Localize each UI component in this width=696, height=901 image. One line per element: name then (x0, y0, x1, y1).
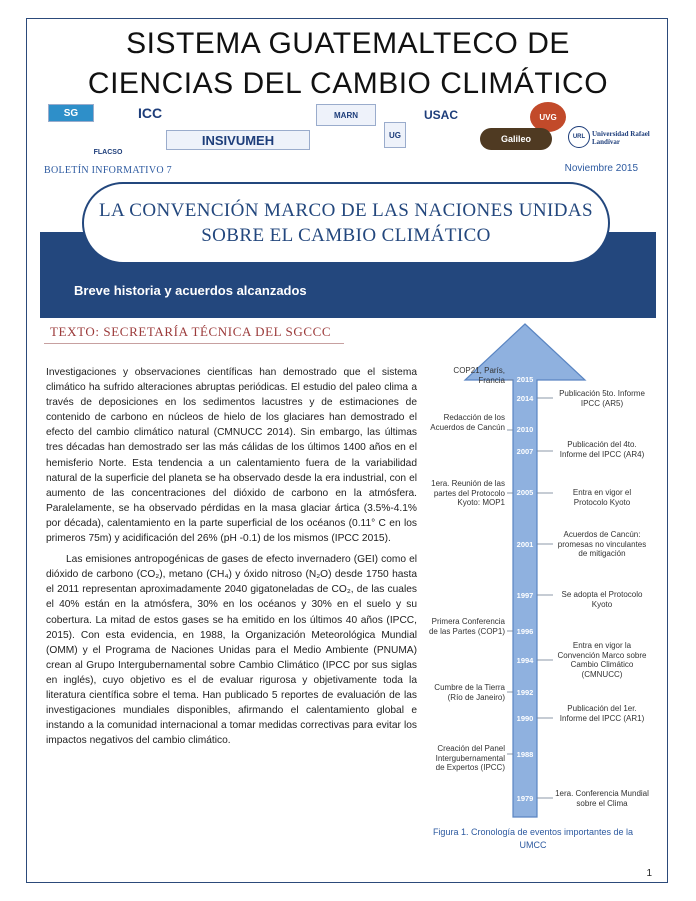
year-1988: 1988 (516, 750, 534, 759)
year-2010: 2010 (516, 425, 534, 434)
year-1996: 1996 (516, 627, 534, 636)
paragraph-2: Las emisiones antropogénicas de gases de efecto invernadero (GEI) como el dióxido de carbono (CO₂), metano (CH₄) y óxido nitroso (N₂O) desde 1750 hasta el 2011 representan aproximadamente 2040 gigatoneladas de CO₂, de las cuales el 40% están en la atmósfera, 30% en los océanos y 30% en el suelo y su cobertura. La mitad de estos gases se ha emitido en los últimos 40 años (IPCC, 2015). Con esta evidencia, en 1988, la Organización Meteorológica Mundial (OMM) y el Programa de Naciones Unidas para el Medio Ambiente (PNUMA) crean al Grupo Intergubernamental sobre Cambio Climático (IPCC por sus siglas en inglés), cuyo objetivo es el de evaluar rigurosa y objetivamente toda la literatura científica sobre el tema. Han publicado 5 reportes de evaluación de las investigaciones mundiales disponibles, afirmando el calentamiento global e instando a la comunidad internacional a tomar medidas correctivas para evitar los impactos negativos del cambio climático. (46, 554, 417, 747)
year-2007: 2007 (516, 447, 534, 456)
title-line-2: CIENCIAS DEL CAMBIO CLIMÁTICO (87, 67, 609, 100)
year-2015: 2015 (516, 375, 534, 384)
article-body (46, 365, 417, 754)
event-2007-right: Publicación del 4to. Informe del IPCC (AR4) (559, 440, 645, 459)
partner-logos (40, 100, 656, 160)
author-divider (44, 343, 344, 344)
bulletin-date: Noviembre 2015 (564, 163, 638, 174)
year-1979: 1979 (516, 794, 534, 803)
author-credit: TEXTO: SECRETARÍA TÉCNICA DEL SGCCC (50, 324, 332, 339)
page-number: 1 (646, 868, 652, 879)
year-2005: 2005 (516, 488, 534, 497)
flacso-logo: FLACSO (93, 149, 123, 156)
url-seal-logo: URL (568, 126, 590, 148)
headline-line-2: SOBRE EL CAMBIO CLIMÁTICO (201, 225, 491, 246)
galileo-logo: Galileo (480, 128, 552, 150)
event-1979-right: 1era. Conferencia Mundial sobre el Clima (555, 789, 649, 808)
headline-banner (82, 182, 610, 264)
marn-logo: MARN (316, 104, 376, 126)
year-1994: 1994 (516, 656, 534, 665)
event-1992-left: Cumbre de la Tierra (Río de Janeiro) (434, 683, 505, 702)
event-2005-right: Entra en vigor el Protocolo Kyoto (572, 488, 632, 507)
year-2001: 2001 (516, 540, 534, 549)
uvg-logo: UVG (530, 102, 566, 132)
usac-logo: USAC (423, 108, 458, 122)
timeline-figure (425, 322, 655, 842)
event-1994-right: Entra en vigor la Convención Marco sobre Cambio Climático (CMNUCC) (557, 641, 647, 679)
ug-logo: UG (384, 122, 406, 148)
event-1990-right: Publicación del 1er. Informe del IPCC (AR1) (559, 704, 645, 723)
headline-line-1: LA CONVENCIÓN MARCO DE LAS NACIONES UNIDAS (99, 200, 593, 221)
figure-caption: Figura 1. Cronología de eventos importantes de la UMCC (432, 827, 634, 850)
event-1996-left: Primera Conferencia de las Partes (COP1) (428, 617, 505, 636)
event-2010-left: Redacción de los Acuerdos de Cancún (430, 413, 505, 432)
year-1997: 1997 (516, 591, 534, 600)
event-2005-left: 1era. Reunión de las partes del Protocolo Kyoto: MOP1 (431, 479, 505, 507)
year-2014: 2014 (516, 394, 534, 403)
icc-logo: ICC (137, 105, 163, 121)
event-1988-left: Creación del Panel Intergubernamental de Expertos (IPCC) (435, 744, 505, 772)
insivumeh-logo: INSIVUMEH (166, 130, 310, 150)
event-2014-right: Publicación 5to. Informe IPCC (AR5) (559, 389, 645, 408)
event-1997-right: Se adopta el Protocolo Kyoto (561, 590, 643, 609)
year-1990: 1990 (516, 714, 534, 723)
event-2015-left: COP21, París, Francia (453, 366, 505, 385)
page-title (40, 24, 656, 104)
sgccc-logo: SG (48, 104, 94, 122)
article-subtitle: Breve historia y acuerdos alcanzados (74, 283, 307, 298)
title-line-1: SISTEMA GUATEMALTECO DE (126, 27, 570, 60)
paragraph-1: Investigaciones y observaciones científicas han demostrado que el sistema climático ha sufrido alteraciones abruptas periódicas. El estudio del paleo clima a través de deposiciones en los sedimentos lacustres y de estimaciones de contenido de carbono en núcleos de hielo de los glaciares han demostrado el efecto del cambio climático natural (CMNUCC 2014). Sin embargo, las últimas tres décadas han demostrado ser las más cálidas de los últimos 1400 años en el hemisferio Norte. Esta tendencia a un calentamiento fuera de la variabilidad natural de la superficie del planeta se ha observado desde la era industrial, con el aumento de las concentraciones del dióxido de carbono en la atmósfera. Paralelamente, se ha observado pérdidas en la masa glaciar ártica (3.5%-4.1% por década), calentamiento en la parte superficial de los océanos (0.11° C en los primeros 75m) y acidificación del 26% (pH -0.1) de los mismos (IPCC 2015). (46, 367, 417, 545)
landivar-logo: Universidad Rafael Landívar (592, 130, 650, 146)
event-2001-right: Acuerdos de Cancún: promesas no vinculantes de mitigación (557, 530, 647, 558)
bulletin-label: BOLETÍN INFORMATIVO 7 (44, 165, 172, 176)
year-1992: 1992 (516, 688, 534, 697)
